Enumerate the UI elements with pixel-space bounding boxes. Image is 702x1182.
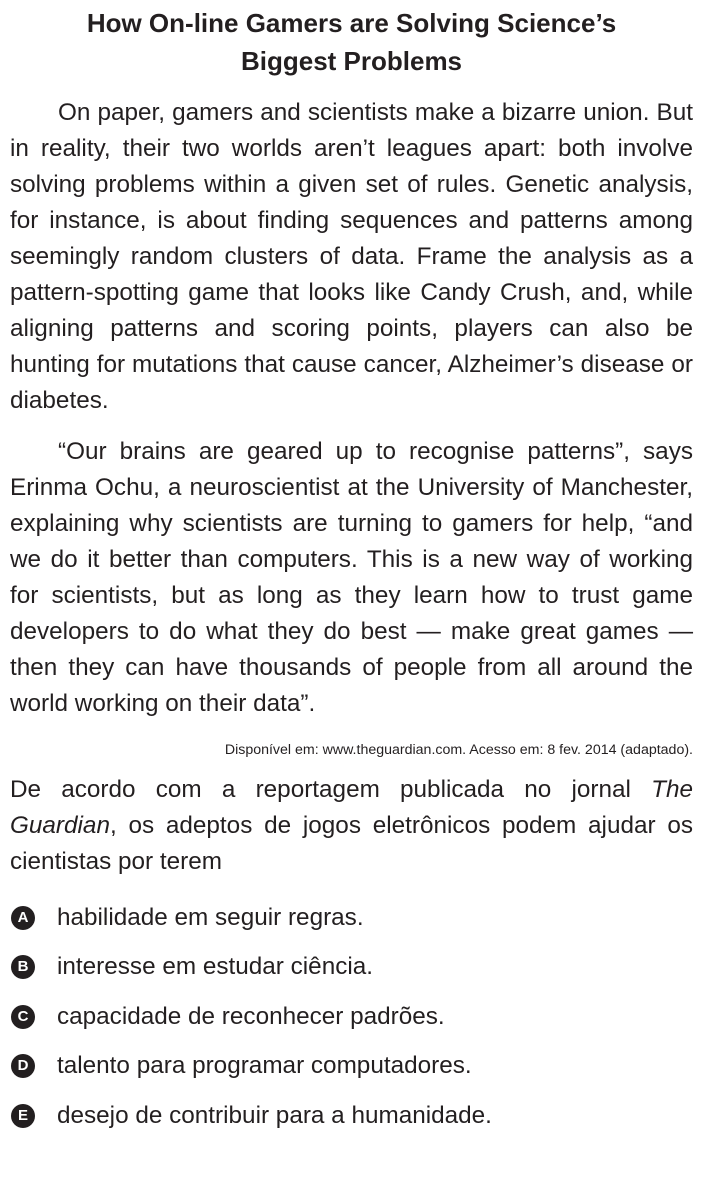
exam-page [0,4,702,1182]
article-title [10,4,693,80]
answer-option-c[interactable] [10,992,693,1042]
answer-option-d[interactable] [10,1042,693,1092]
option-text: desejo de contribuir para a humanidade. [57,1101,492,1129]
newspaper-name: The Guardian [10,776,693,839]
question-stem-end: , os adeptos de jogos eletrônicos podem ajudar os cientistas por terem [10,812,693,875]
option-letter-badge: D [11,1054,35,1078]
answer-option-b[interactable] [10,943,693,993]
article-paragraph-1: On paper, gamers and scientists make a bizarre union. But in reality, their two worlds aren’t leagues apart: both involve solving problems within a given set of rules. Genetic analysis, for instance, is about finding sequences and patterns among seemingly random clusters of data. Frame the analysis as a pattern-spotting game that looks like Candy Crush, and, while aligning patterns and scoring points, players can also be hunting for mutations that cause cancer, Alzheimer’s disease or diabetes. [10,99,693,414]
answer-option-e[interactable] [10,1091,693,1141]
article-title-line-2: Biggest Problems [240,46,463,76]
option-text: interesse em estudar ciência. [57,953,374,981]
answer-option-a[interactable] [10,893,693,943]
article-title-line-1: How On-line Gamers are Solving Science’s [86,8,617,38]
option-letter-badge: A [11,906,35,930]
option-text: habilidade em seguir regras. [57,903,364,931]
option-letter-badge: C [11,1005,35,1029]
article-paragraph-2: “Our brains are geared up to recognise patterns”, says Erinma Ochu, a neuroscientist at the University of Manchester, explaining why scientists are turning to gamers for help, “and we do it better than computers. This is a new way of working for scientists, but as long as they learn how to trust game developers to do what they do best — make great games — then they can have thousands of people from all around the world working on their data”. [10,438,693,717]
answer-options [10,893,693,1141]
question-stem [10,772,693,880]
question-stem-start: De acordo com a reportagem publicada no jornal [10,776,652,803]
option-text: talento para programar computadores. [57,1052,472,1080]
option-letter-badge: B [11,955,35,979]
option-letter-badge: E [11,1104,35,1128]
option-text: capacidade de reconhecer padrões. [57,1002,445,1030]
source-citation: Disponível em: www.theguardian.com. Acesso em: 8 fev. 2014 (adaptado). [224,742,693,758]
